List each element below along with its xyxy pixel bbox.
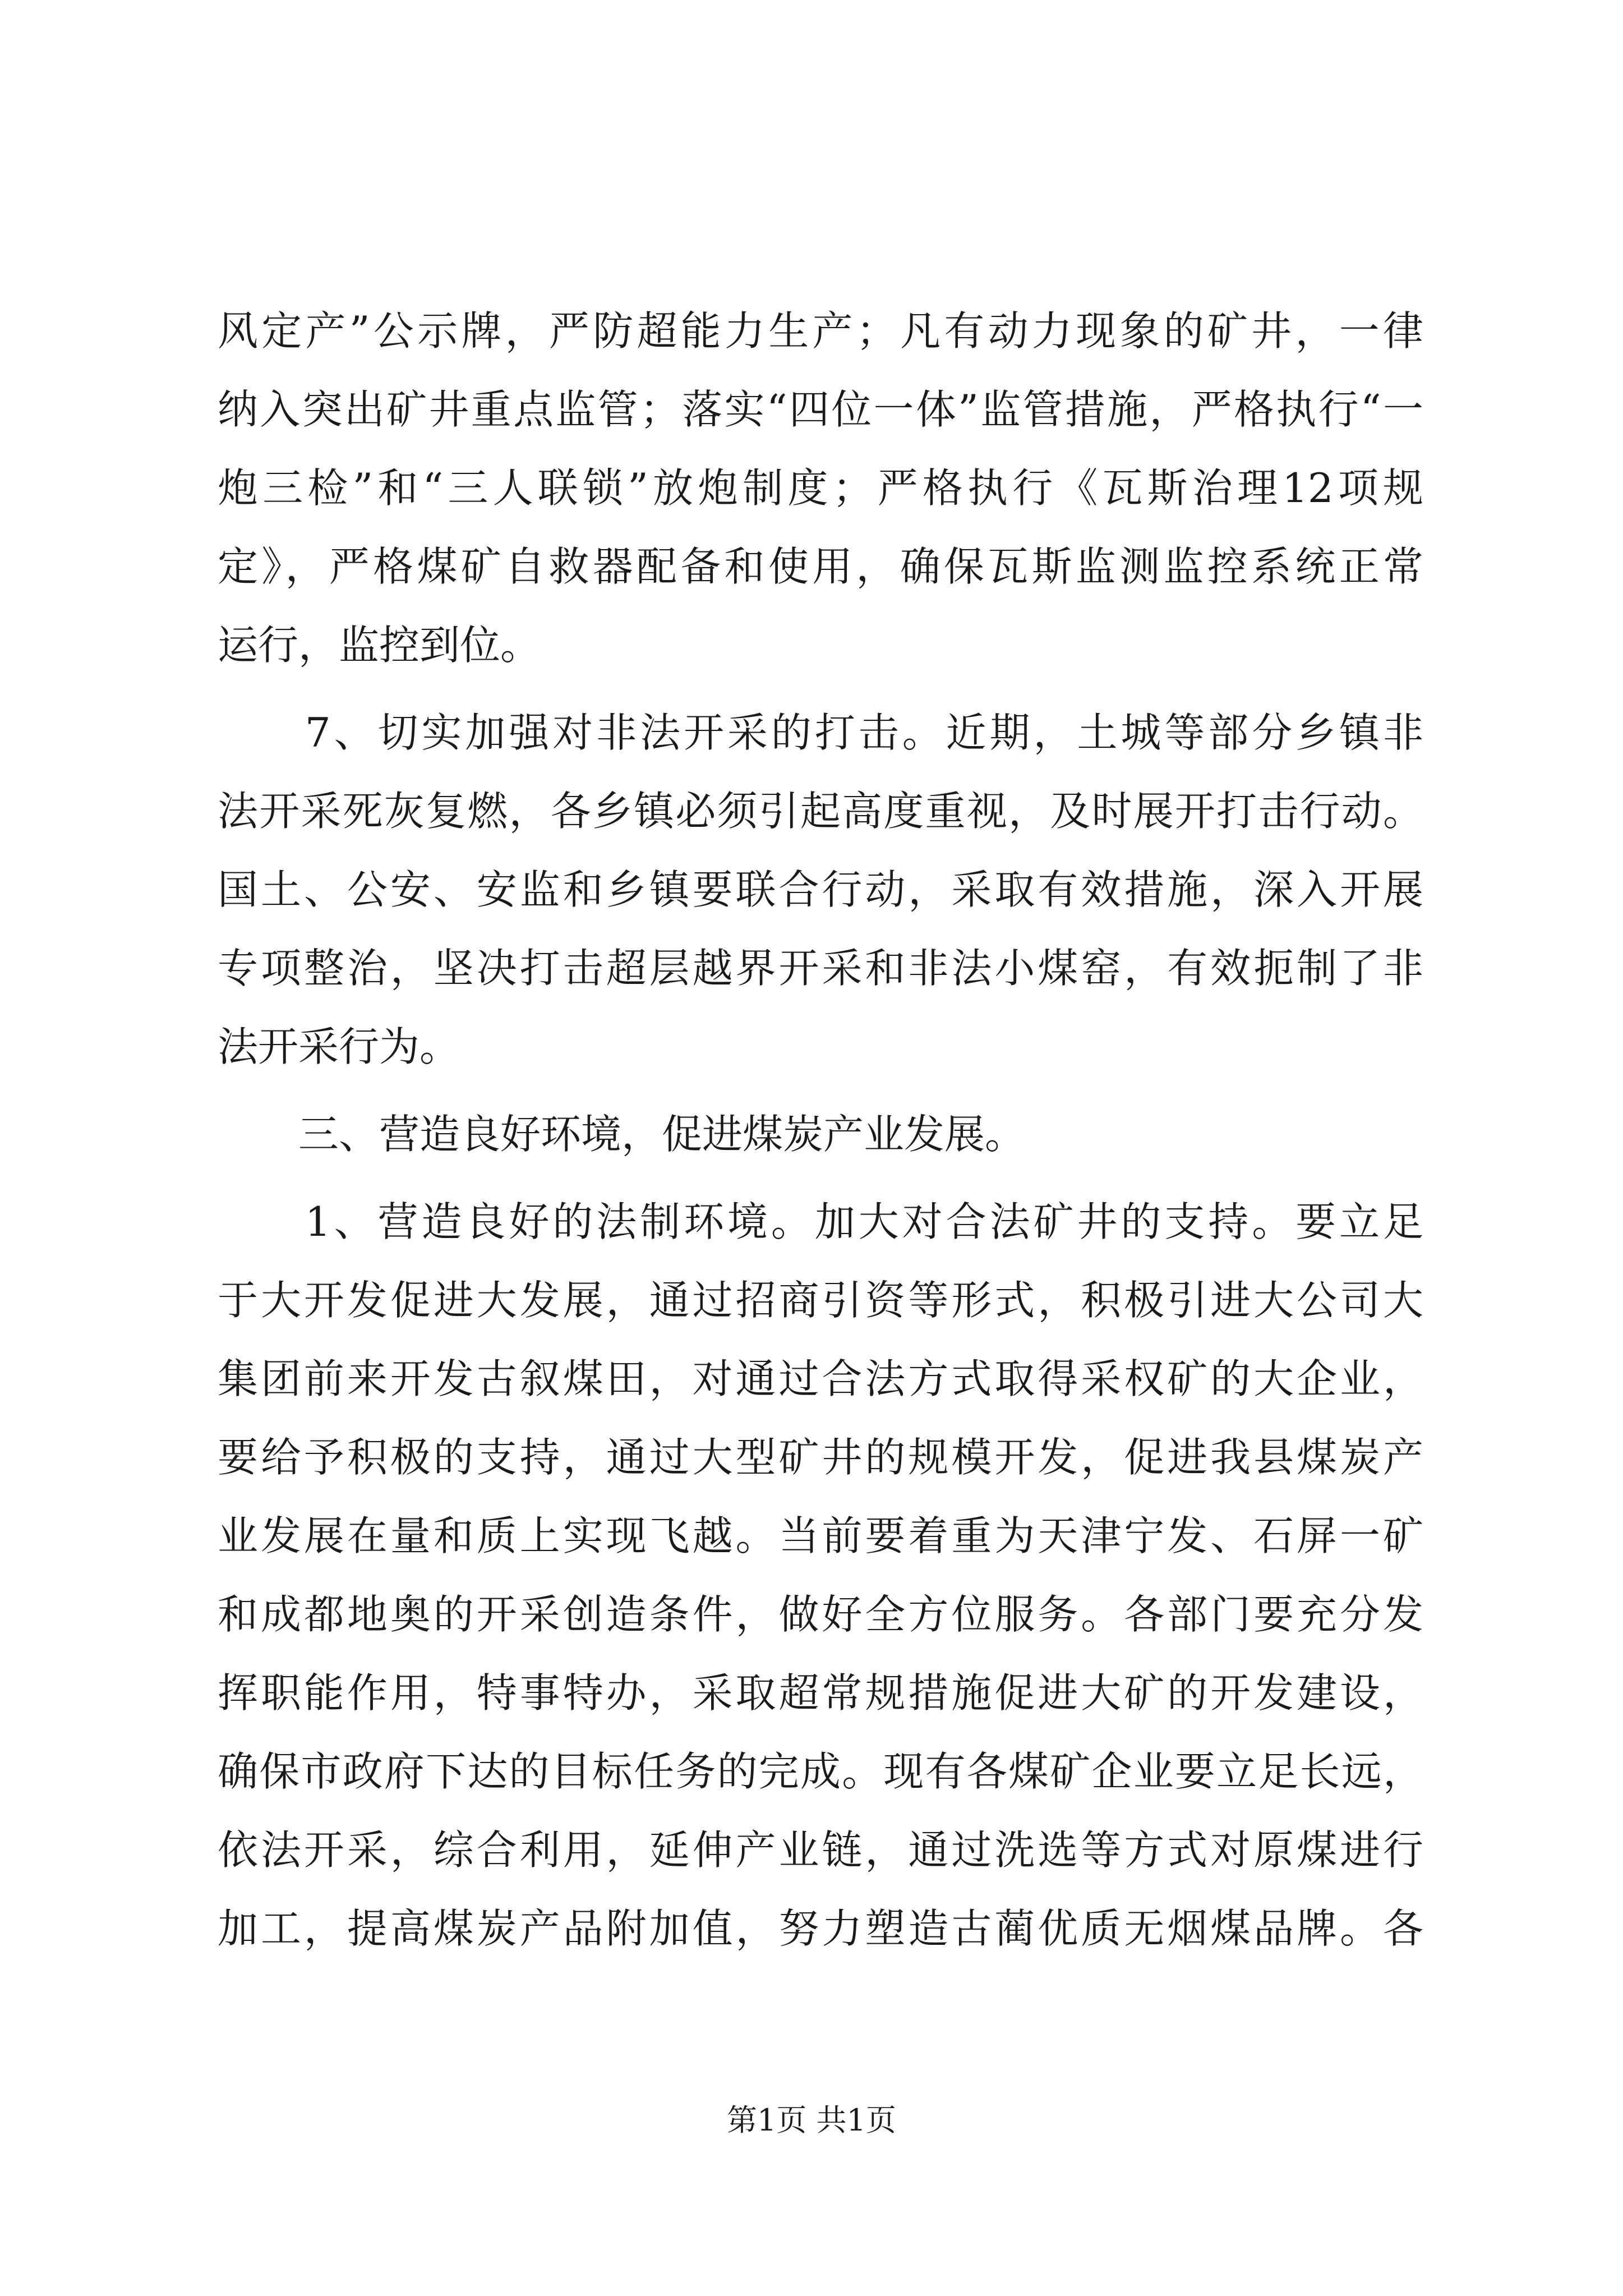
text-line: 7、切实加强对非法开采的打击。近期，土城等部分乡镇非: [218, 709, 1423, 756]
paragraph: [218, 1182, 1423, 1968]
text-line: 和成都地奥的开采创造条件，做好全方位服务。各部门要充分发: [218, 1591, 1423, 1638]
text-line: 业发展在量和质上实现飞越。当前要着重为天津宁发、石屏一矿: [218, 1512, 1423, 1559]
paragraph: [218, 693, 1423, 1086]
text-line: 专项整治，坚决打击超层越界开采和非法小煤窑，有效扼制了非: [218, 945, 1423, 992]
text-line: 依法开采，综合利用，延伸产业链，通过洗选等方式对原煤进行: [218, 1826, 1423, 1874]
text-line: 定》，严格煤矿自救器配备和使用，确保瓦斯监测监控系统正常: [218, 543, 1423, 590]
text-line: 确保市政府下达的目标任务的完成。现有各煤矿企业要立足长远，: [218, 1748, 1423, 1795]
text-line: 纳入突出矿井重点监管；落实“四位一体”监管措施，严格执行“一: [218, 386, 1423, 433]
text-line: 1、营造良好的法制环境。加大对合法矿井的支持。要立足: [218, 1198, 1423, 1245]
page-footer: [0, 2098, 1623, 2143]
text-line: 于大开发促进大发展，通过招商引资等形式，积极引进大公司大: [218, 1277, 1423, 1324]
text-line: 挥职能作用，特事特办，采取超常规措施促进大矿的开发建设，: [218, 1669, 1423, 1717]
text-line: 炮三检”和“三人联锁”放炮制度；严格执行《瓦斯治理12项规: [218, 464, 1423, 512]
document-body: [218, 292, 1423, 1968]
text-line: 法开采行为。: [218, 1023, 460, 1070]
text-line: 加工，提高煤炭产品附加值，努力塑造古蔺优质无烟煤品牌。各: [218, 1905, 1423, 1952]
text-line: 法开采死灰复燃，各乡镇必须引起高度重视，及时展开打击行动。: [218, 788, 1423, 835]
page-number: 第1页 共1页: [727, 2102, 896, 2138]
text-line: 风定产”公示牌，严防超能力生产；凡有动力现象的矿井，一律: [218, 307, 1423, 355]
paragraph: [218, 292, 1423, 684]
text-line: 集团前来开发古叙煤田，对通过合法方式取得采权矿的大企业，: [218, 1355, 1423, 1402]
text-line: 国土、公安、安监和乡镇要联合行动，采取有效措施，深入开展: [218, 866, 1423, 913]
text-line: 运行，监控到位。: [218, 622, 541, 669]
text-line: 要给予积极的支持，通过大型矿井的规模开发，促进我县煤炭产: [218, 1434, 1423, 1481]
heading-line: 三、营造良好环境，促进煤炭产业发展。: [218, 1111, 1026, 1158]
section-heading: [218, 1095, 1423, 1174]
